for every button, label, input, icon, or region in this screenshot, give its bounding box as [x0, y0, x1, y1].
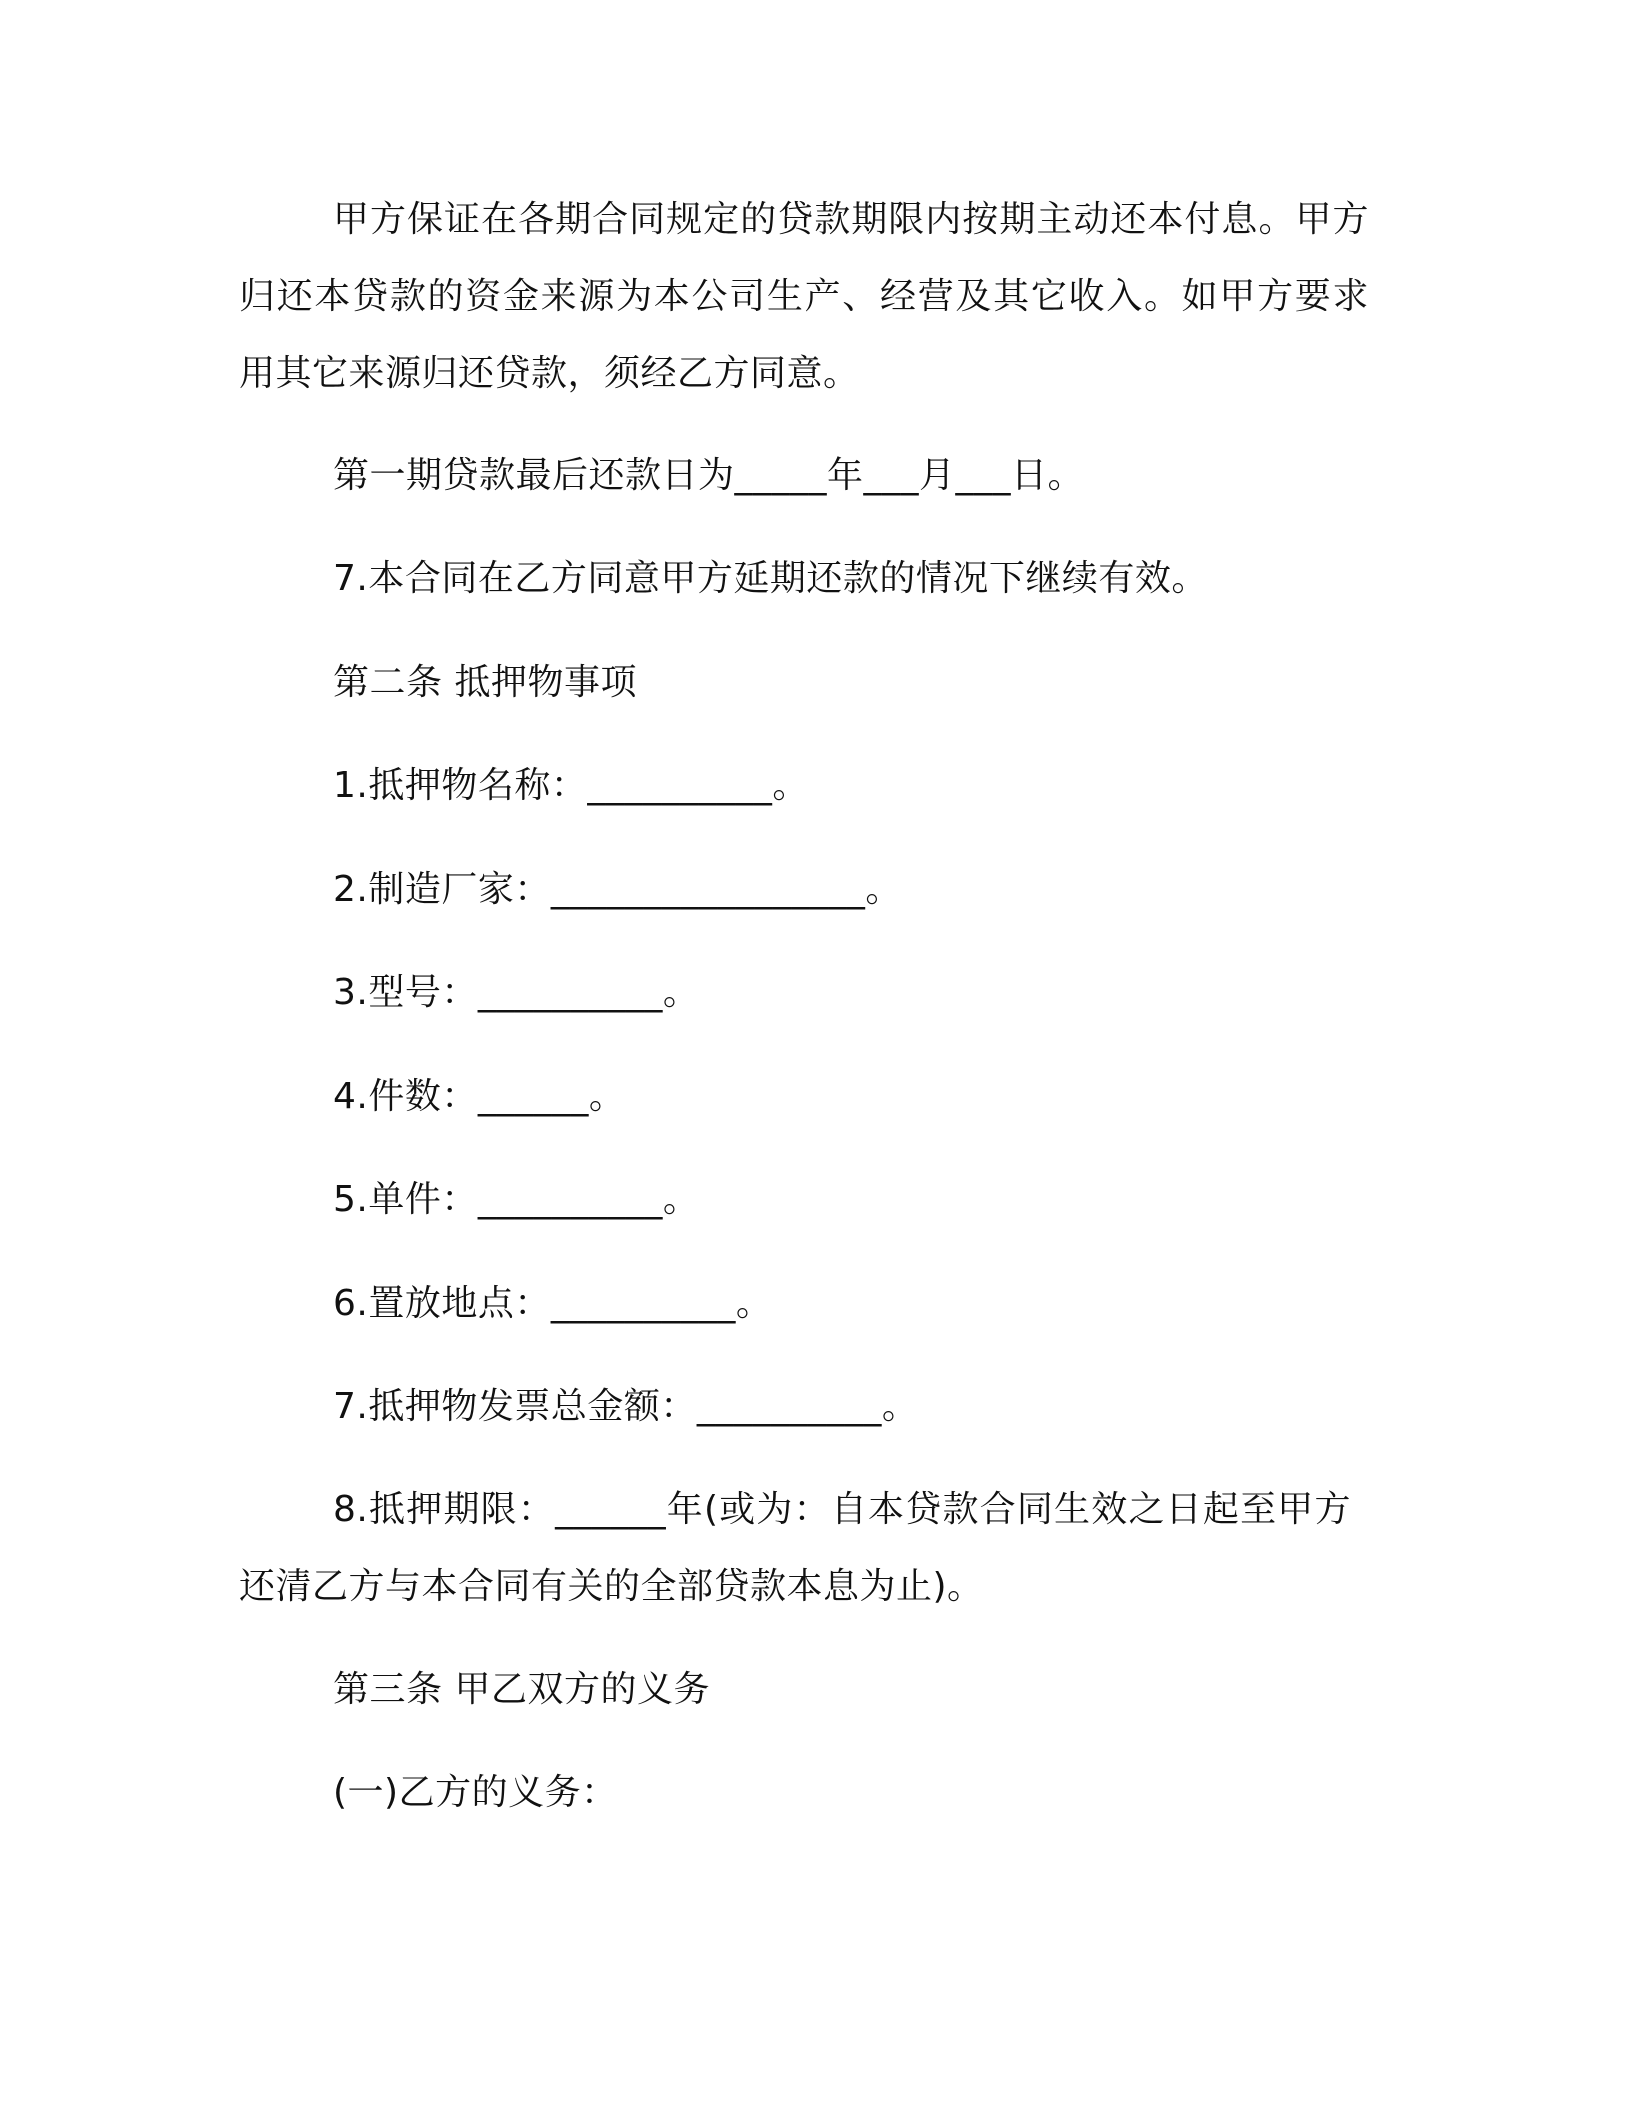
collateral-name-field: 1.抵押物名称：__________。 [333, 765, 809, 806]
storage-location-field: 6.置放地点：__________。 [333, 1283, 773, 1324]
first-period-due-date: 第一期贷款最后还款日为_____年___月___日。 [333, 455, 1085, 496]
article-three-heading: 第三条 甲乙双方的义务 [333, 1669, 710, 1710]
party-b-obligations-heading: (一)乙方的义务： [333, 1772, 618, 1813]
unit-field: 5.单件：__________。 [333, 1179, 700, 1220]
invoice-total-field: 7.抵押物发票总金额：__________。 [333, 1386, 919, 1427]
paragraph-repayment-line-3: 用其它来源归还贷款，须经乙方同意。 [239, 353, 860, 394]
paragraph-repayment-line-1: 甲方保证在各期合同规定的贷款期限内按期主动还本付息。甲方 [333, 199, 1369, 240]
model-field: 3.型号：__________。 [333, 972, 700, 1013]
mortgage-term-line-2: 还清乙方与本合同有关的全部贷款本息为止)。 [239, 1566, 984, 1607]
contract-validity-clause: 7.本合同在乙方同意甲方延期还款的情况下继续有效。 [333, 558, 1208, 599]
mortgage-term-line-1: 8.抵押期限：______年(或为：自本贷款合同生效之日起至甲方 [333, 1489, 1351, 1530]
article-two-heading: 第二条 抵押物事项 [333, 662, 637, 703]
paragraph-repayment-line-2: 归还本贷款的资金来源为本公司生产、经营及其它收入。如甲方要求 [239, 276, 1369, 317]
manufacturer-field: 2.制造厂家：_________________。 [333, 869, 902, 910]
quantity-field: 4.件数：______。 [333, 1076, 626, 1117]
